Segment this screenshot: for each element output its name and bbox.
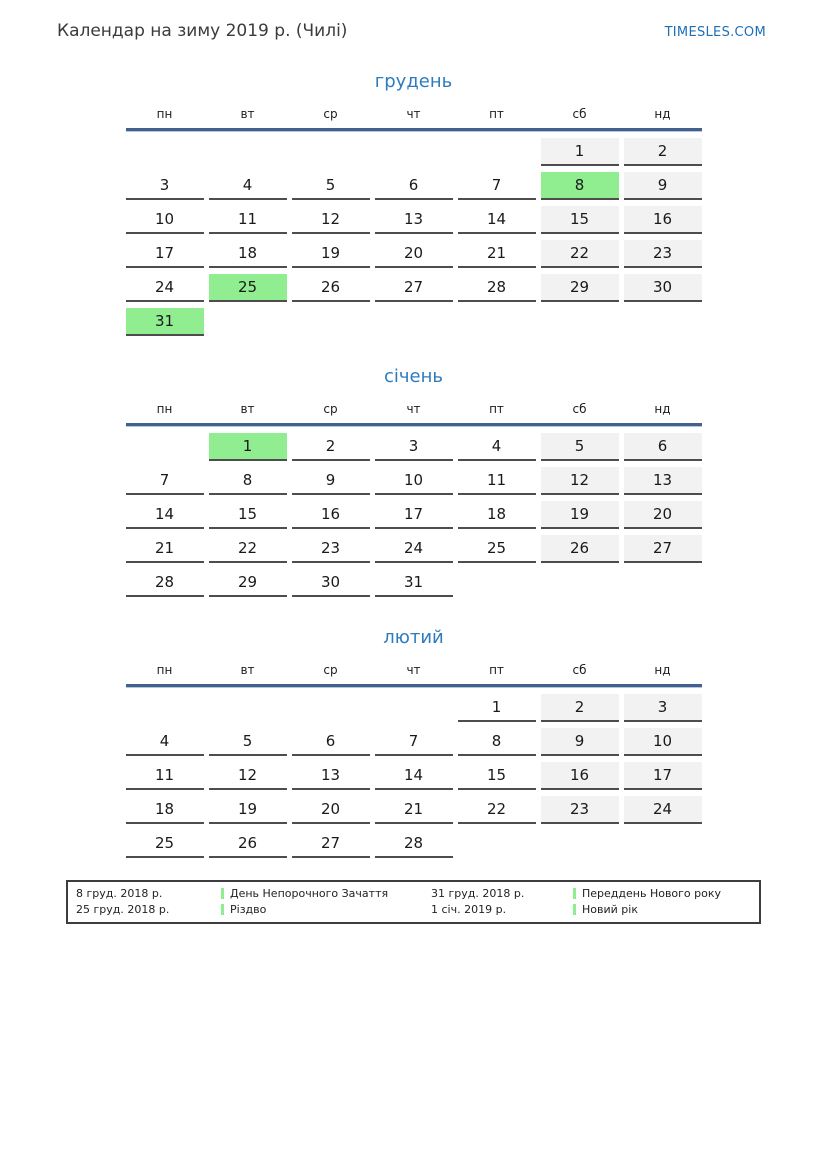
day-cell: 15 — [541, 206, 619, 234]
holiday-day-cell: 31 — [126, 308, 204, 336]
month-grid-december — [126, 138, 702, 336]
day-cell: 6 — [624, 433, 702, 461]
day-cell: 7 — [375, 728, 453, 756]
day-cell: 1 — [458, 694, 536, 722]
day-cell: 16 — [624, 206, 702, 234]
holiday-day-cell: 25 — [209, 274, 287, 302]
weekday-label: пт — [489, 402, 504, 416]
day-cell: 5 — [292, 172, 370, 200]
day-cell: 22 — [209, 535, 287, 563]
day-cell: 4 — [458, 433, 536, 461]
day-cell: 2 — [624, 138, 702, 166]
empty-cell — [541, 569, 619, 597]
day-cell: 28 — [458, 274, 536, 302]
day-cell: 14 — [458, 206, 536, 234]
weekday-label: нд — [654, 663, 671, 677]
weekday-label: нд — [654, 402, 671, 416]
empty-cell — [209, 308, 287, 336]
day-cell: 3 — [624, 694, 702, 722]
day-cell: 3 — [375, 433, 453, 461]
weekday-label: вт — [240, 402, 255, 416]
weekday-header-january — [126, 402, 702, 423]
weekday-label: сб — [572, 663, 587, 677]
day-cell: 19 — [209, 796, 287, 824]
weekday-label: пн — [156, 663, 173, 677]
legend-holiday-name: Новий рік — [582, 903, 638, 916]
month-title-december: грудень — [374, 71, 453, 92]
weekday-label: пт — [489, 663, 504, 677]
day-cell: 21 — [126, 535, 204, 563]
day-cell: 15 — [209, 501, 287, 529]
empty-cell — [541, 308, 619, 336]
day-cell: 17 — [126, 240, 204, 268]
weekday-label: чт — [406, 107, 421, 121]
empty-cell — [292, 694, 370, 722]
day-cell: 3 — [126, 172, 204, 200]
day-cell: 5 — [209, 728, 287, 756]
day-cell: 21 — [458, 240, 536, 268]
empty-cell — [458, 138, 536, 166]
month-december — [126, 71, 702, 336]
legend-entry — [221, 886, 431, 901]
weekday-label: чт — [406, 402, 421, 416]
month-grid-february — [126, 694, 702, 858]
day-cell: 19 — [292, 240, 370, 268]
empty-cell — [541, 830, 619, 858]
day-cell: 9 — [292, 467, 370, 495]
day-cell: 9 — [624, 172, 702, 200]
day-cell: 5 — [541, 433, 619, 461]
day-cell: 22 — [458, 796, 536, 824]
legend-date: 25 груд. 2018 р. — [76, 903, 170, 916]
empty-cell — [126, 433, 204, 461]
day-cell: 18 — [126, 796, 204, 824]
day-cell: 22 — [541, 240, 619, 268]
legend-box — [66, 880, 761, 924]
site-logo-link[interactable]: TIMESLES.COM — [664, 25, 766, 40]
day-cell: 4 — [209, 172, 287, 200]
day-cell: 31 — [375, 569, 453, 597]
weekday-label: ср — [323, 663, 338, 677]
empty-cell — [458, 830, 536, 858]
weekday-label: чт — [406, 663, 421, 677]
day-cell: 2 — [292, 433, 370, 461]
day-cell: 8 — [458, 728, 536, 756]
day-cell: 14 — [375, 762, 453, 790]
day-cell: 14 — [126, 501, 204, 529]
day-cell: 16 — [541, 762, 619, 790]
day-cell: 28 — [375, 830, 453, 858]
day-cell: 17 — [375, 501, 453, 529]
day-cell: 26 — [541, 535, 619, 563]
day-cell: 10 — [624, 728, 702, 756]
empty-cell — [375, 308, 453, 336]
legend-holiday-name: Переддень Нового року — [582, 887, 722, 900]
day-cell: 1 — [541, 138, 619, 166]
month-title-february: лютий — [383, 627, 444, 648]
legend-date: 1 січ. 2019 р. — [431, 903, 507, 916]
day-cell: 12 — [292, 206, 370, 234]
day-cell: 2 — [541, 694, 619, 722]
empty-cell — [209, 138, 287, 166]
weekday-label: пн — [156, 402, 173, 416]
day-cell: 27 — [375, 274, 453, 302]
header-divider-january — [126, 423, 702, 427]
weekday-header-december — [126, 107, 702, 128]
day-cell: 18 — [458, 501, 536, 529]
day-cell: 12 — [209, 762, 287, 790]
day-cell: 8 — [209, 467, 287, 495]
empty-cell — [292, 308, 370, 336]
legend-entry — [221, 902, 431, 917]
weekday-label: вт — [240, 107, 255, 121]
day-cell: 6 — [375, 172, 453, 200]
month-january — [126, 366, 702, 597]
legend-holiday-name: День Непорочного Зачаття — [230, 887, 389, 900]
day-cell: 23 — [624, 240, 702, 268]
day-cell: 17 — [624, 762, 702, 790]
day-cell: 25 — [126, 830, 204, 858]
day-cell: 13 — [624, 467, 702, 495]
day-cell: 11 — [458, 467, 536, 495]
empty-cell — [292, 138, 370, 166]
header-divider-february — [126, 684, 702, 688]
empty-cell — [458, 569, 536, 597]
day-cell: 6 — [292, 728, 370, 756]
empty-cell — [375, 138, 453, 166]
day-cell: 12 — [541, 467, 619, 495]
empty-cell — [209, 694, 287, 722]
weekday-label: ср — [323, 107, 338, 121]
day-cell: 15 — [458, 762, 536, 790]
weekday-label: вт — [240, 663, 255, 677]
day-cell: 7 — [458, 172, 536, 200]
day-cell: 20 — [375, 240, 453, 268]
day-cell: 16 — [292, 501, 370, 529]
legend-date: 8 груд. 2018 р. — [76, 887, 163, 900]
empty-cell — [126, 694, 204, 722]
empty-cell — [375, 694, 453, 722]
page-header — [0, 0, 827, 41]
weekday-label: ср — [323, 402, 338, 416]
day-cell: 18 — [209, 240, 287, 268]
day-cell: 13 — [292, 762, 370, 790]
day-cell: 28 — [126, 569, 204, 597]
legend-date: 31 груд. 2018 р. — [431, 887, 525, 900]
header-divider-december — [126, 128, 702, 132]
day-cell: 23 — [292, 535, 370, 563]
month-grid-january — [126, 433, 702, 597]
day-cell: 27 — [624, 535, 702, 563]
day-cell: 30 — [292, 569, 370, 597]
day-cell: 11 — [209, 206, 287, 234]
holiday-day-cell: 8 — [541, 172, 619, 200]
day-cell: 13 — [375, 206, 453, 234]
weekday-label: сб — [572, 402, 587, 416]
page-title: Календар на зиму 2019 р. (Чилі) — [57, 21, 348, 41]
weekday-label: пн — [156, 107, 173, 121]
day-cell: 11 — [126, 762, 204, 790]
day-cell: 29 — [541, 274, 619, 302]
legend-entry — [573, 902, 759, 917]
weekday-header-february — [126, 663, 702, 684]
day-cell: 19 — [541, 501, 619, 529]
month-february — [126, 627, 702, 858]
day-cell: 29 — [209, 569, 287, 597]
holiday-marker-icon — [573, 888, 576, 899]
holiday-marker-icon — [573, 904, 576, 915]
day-cell: 27 — [292, 830, 370, 858]
legend-grid — [76, 886, 759, 917]
day-cell: 9 — [541, 728, 619, 756]
day-cell: 24 — [624, 796, 702, 824]
empty-cell — [624, 569, 702, 597]
day-cell: 10 — [375, 467, 453, 495]
empty-cell — [126, 138, 204, 166]
day-cell: 23 — [541, 796, 619, 824]
empty-cell — [624, 830, 702, 858]
legend-entry — [573, 886, 759, 901]
weekday-label: нд — [654, 107, 671, 121]
legend-holiday-name: Різдво — [230, 903, 267, 916]
holiday-marker-icon — [221, 904, 224, 915]
weekday-label: пт — [489, 107, 504, 121]
day-cell: 20 — [624, 501, 702, 529]
day-cell: 26 — [292, 274, 370, 302]
day-cell: 30 — [624, 274, 702, 302]
month-title-january: січень — [384, 366, 443, 387]
empty-cell — [458, 308, 536, 336]
day-cell: 4 — [126, 728, 204, 756]
weekday-label: сб — [572, 107, 587, 121]
day-cell: 10 — [126, 206, 204, 234]
empty-cell — [624, 308, 702, 336]
day-cell: 20 — [292, 796, 370, 824]
holiday-marker-icon — [221, 888, 224, 899]
day-cell: 25 — [458, 535, 536, 563]
day-cell: 7 — [126, 467, 204, 495]
day-cell: 21 — [375, 796, 453, 824]
day-cell: 26 — [209, 830, 287, 858]
day-cell: 24 — [375, 535, 453, 563]
holiday-day-cell: 1 — [209, 433, 287, 461]
day-cell: 24 — [126, 274, 204, 302]
